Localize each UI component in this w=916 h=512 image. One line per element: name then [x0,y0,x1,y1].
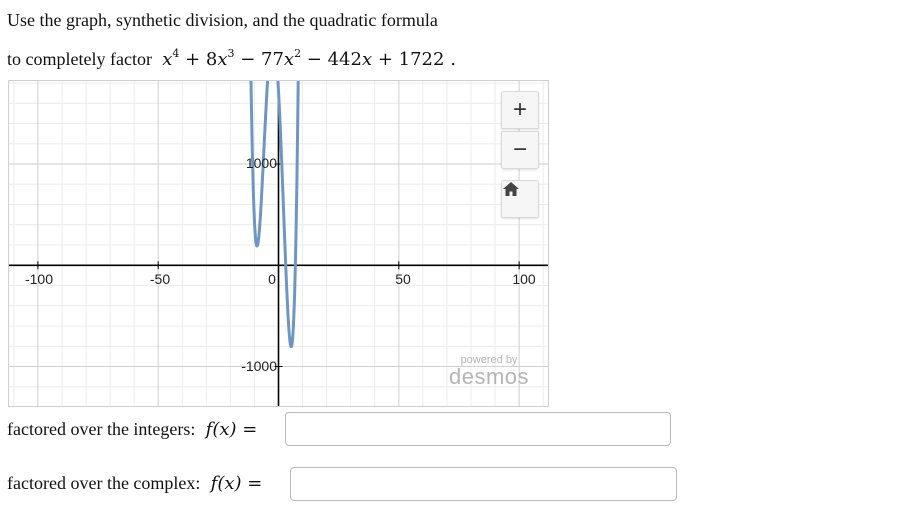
integers-answer-input[interactable] [285,412,671,446]
zoom-out-button[interactable]: − [501,131,539,169]
poly-var-2: x [217,49,228,70]
poly-exp-2: 2 [294,47,302,60]
poly-var-3: x [283,49,295,70]
complex-label-text: factored over the complex: [7,473,201,493]
home-icon [502,181,520,197]
question-line-1: Use the graph, synthetic division, and the quadratic formula [7,10,438,30]
equals-sign: = [247,473,263,494]
complex-answer-label [7,473,262,494]
poly-term-4: − 442 [301,49,362,70]
poly-exp-4: 4 [172,47,180,60]
desmos-logo: desmos [448,364,530,389]
poly-term-3: − 77 [234,49,284,70]
y-tick-label: 1000 [245,155,277,171]
f-of-x: f(x) [210,473,242,494]
x-tick-label: -100 [24,271,54,287]
poly-var-4: x [361,49,373,70]
desmos-branding[interactable] [443,354,535,388]
poly-var-1: x [162,49,173,70]
polynomial-expression [156,49,455,70]
x-tick-label: 100 [512,271,536,287]
question-line-2 [7,49,456,70]
y-tick-label: -1000 [241,358,277,374]
f-of-x: f(x) [205,419,237,440]
poly-period: . [444,49,456,70]
poly-term-5: + 1722 [372,49,445,70]
x-tick-label: 0 [268,271,276,287]
polynomial-curve [250,81,298,347]
x-tick-label: -50 [149,271,171,287]
equals-sign: = [242,419,258,440]
default-viewport-button[interactable] [501,180,539,218]
powered-by-text: powered by [460,354,518,366]
poly-term-2: + 8 [179,49,218,70]
complex-answer-input[interactable] [290,467,677,501]
poly-exp-3: 3 [227,47,235,60]
x-tick-label: 50 [395,271,411,287]
integers-answer-label [7,419,257,440]
question-prefix: to completely factor [7,49,152,69]
integers-label-text: factored over the integers: [7,419,196,439]
zoom-in-button[interactable]: + [501,91,539,129]
desmos-graph[interactable] [8,80,549,407]
